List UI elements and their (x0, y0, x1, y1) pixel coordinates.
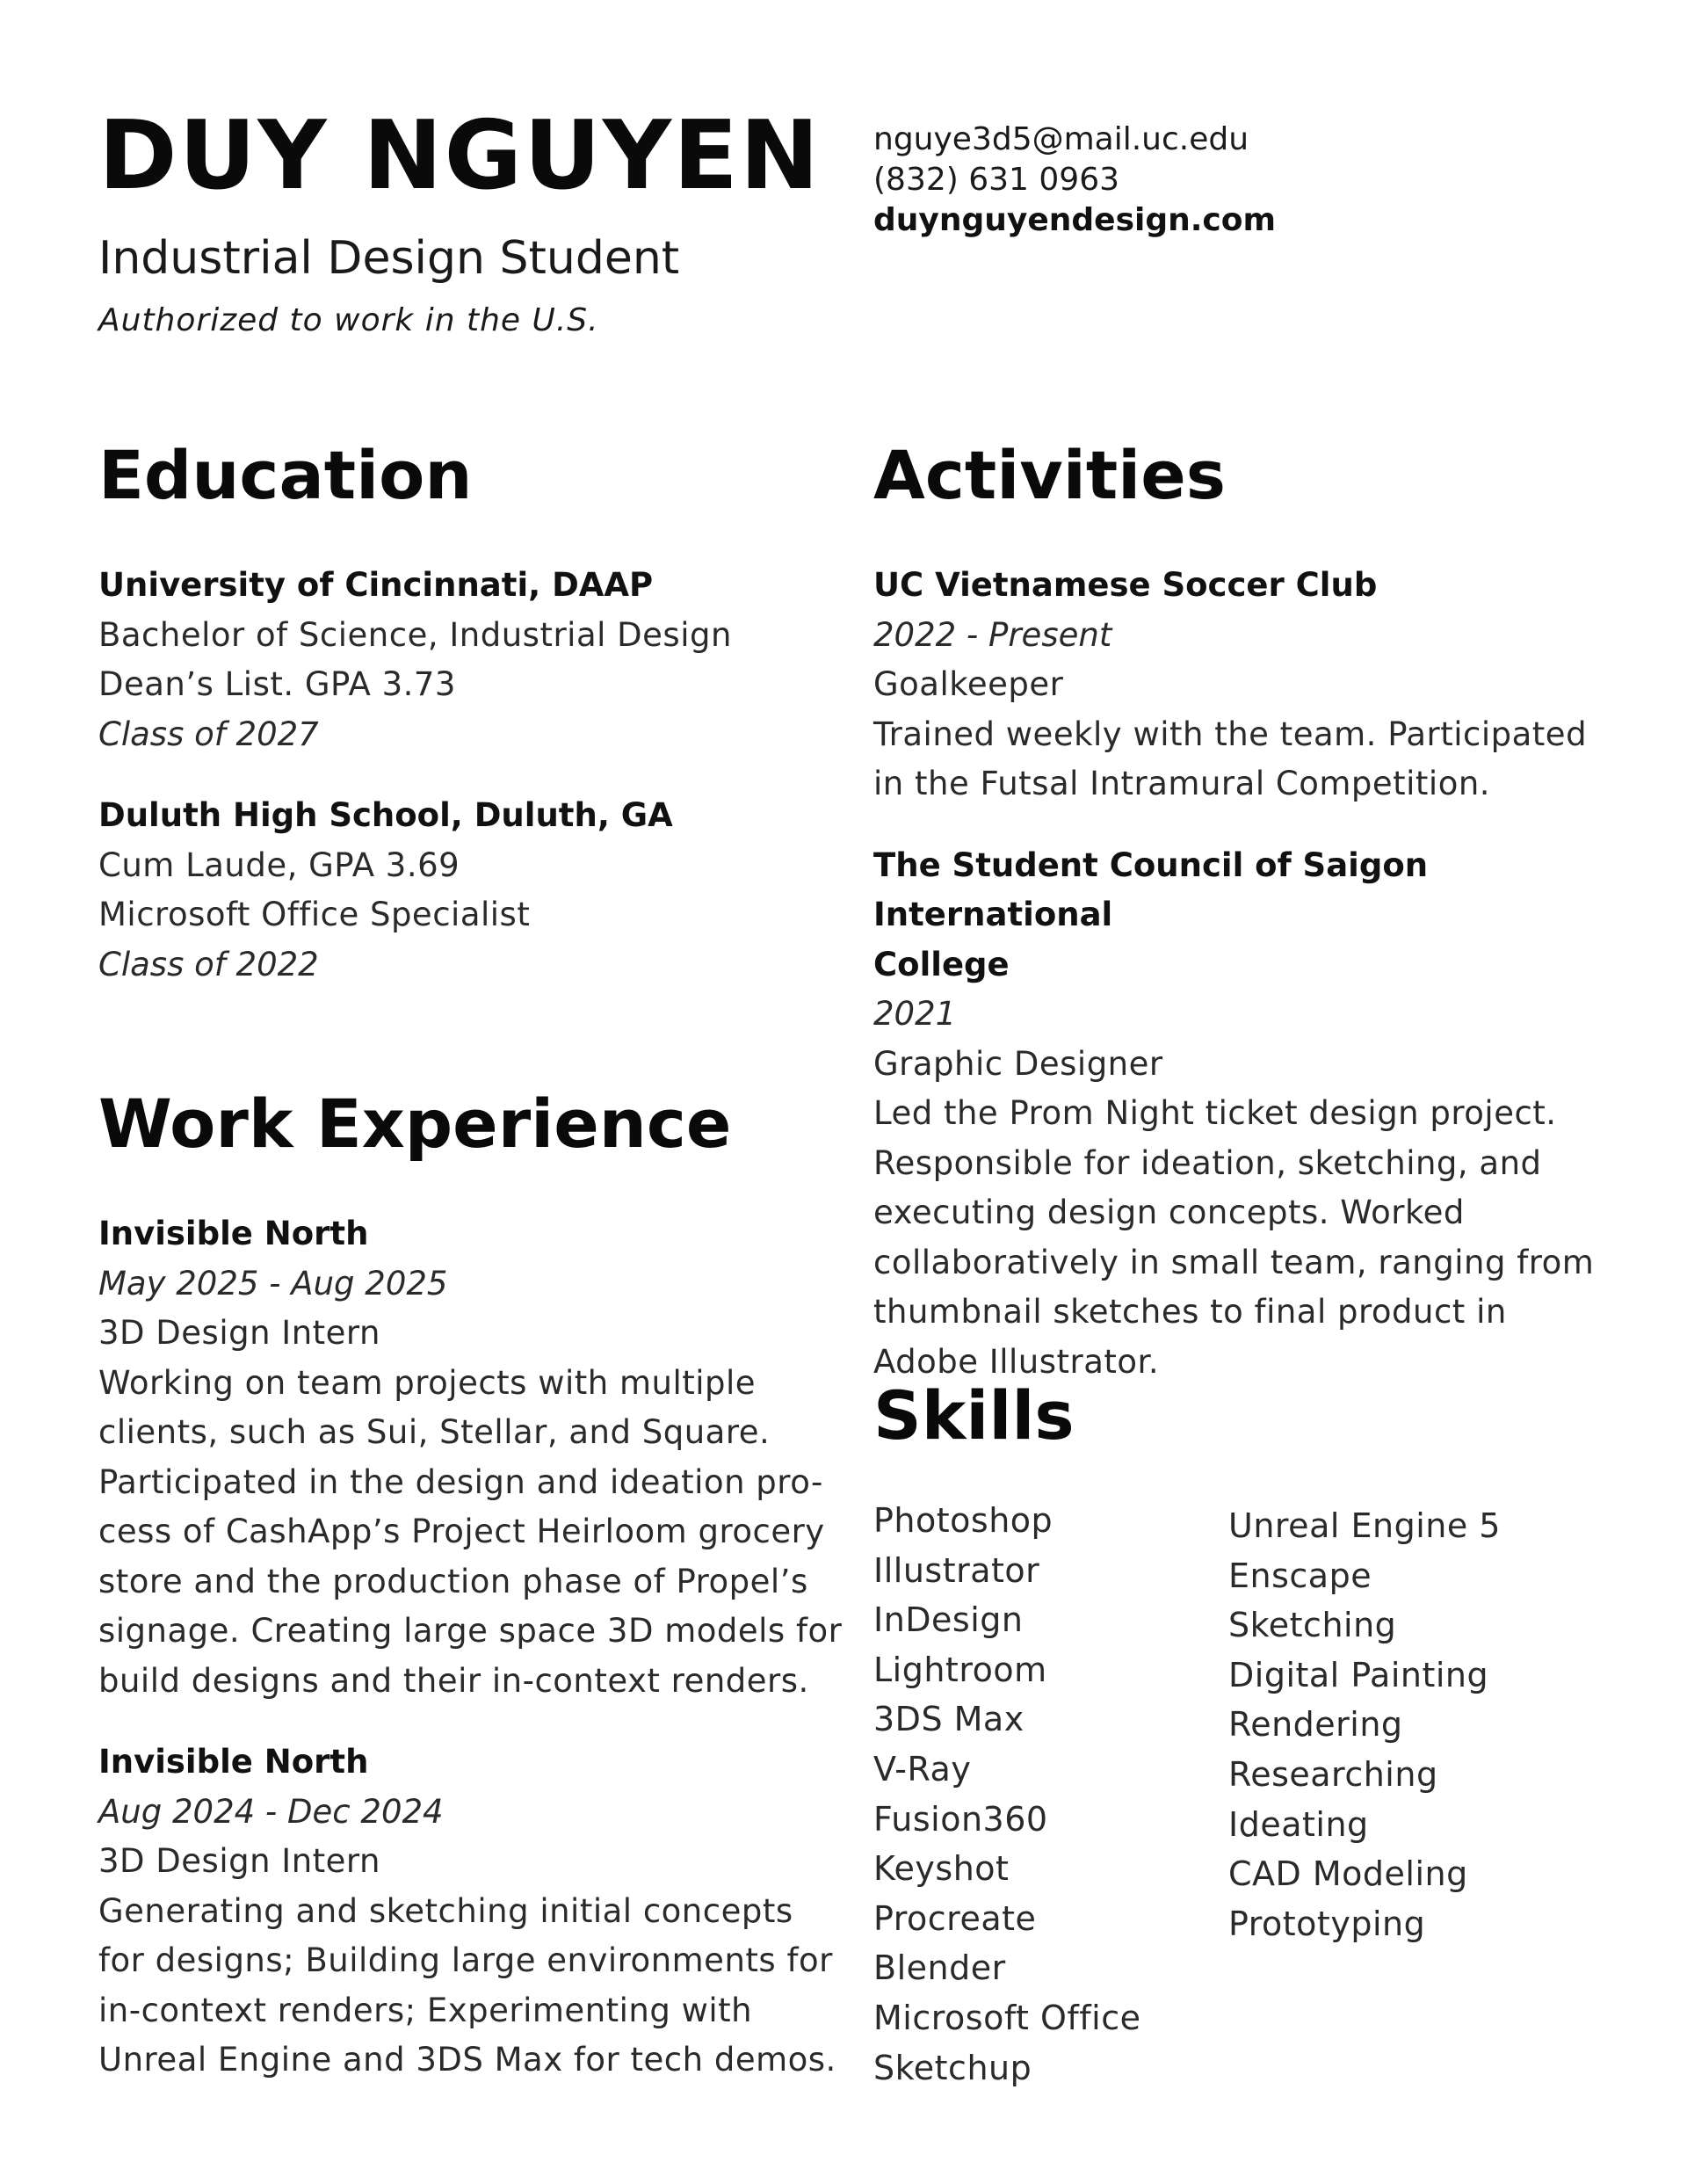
skills-heading: Skills (873, 1376, 1075, 1455)
skill-item: 3DS Max (873, 1700, 1025, 1739)
work-description-line: in-context renders; Experimenting with (98, 1991, 753, 2029)
skill-item: Illustrator (873, 1550, 1040, 1590)
skill-item: Unreal Engine 5 (1228, 1506, 1501, 1545)
skill-item: Sketching (1228, 1606, 1397, 1645)
work-description-line: store and the production phase of Propel’s (98, 1562, 808, 1600)
work-description-line: Working on team projects with multiple (98, 1363, 757, 1402)
work-description-line: clients, such as Sui, Stellar, and Square. (98, 1413, 771, 1451)
skill-item: Lightroom (873, 1650, 1047, 1689)
skill-item: Prototyping (1228, 1904, 1426, 1943)
education-line: Bachelor of Science, Industrial Design (98, 615, 732, 654)
activities-heading: Activities (873, 436, 1227, 514)
education-line: Microsoft Office Specialist (98, 896, 531, 933)
education-line: Cum Laude, GPA 3.69 (98, 845, 460, 884)
skill-item: V-Ray (873, 1749, 972, 1789)
activity-entry (873, 841, 1647, 1388)
work-description-line: Unreal Engine and 3DS Max for tech demos. (98, 2041, 836, 2079)
work-section (98, 1209, 854, 2117)
skill-item: Blender (873, 1948, 1006, 1988)
skill-item: Fusion360 (873, 1799, 1048, 1839)
skill-item: Procreate (873, 1898, 1037, 1938)
work-dates: May 2025 - Aug 2025 (98, 1264, 448, 1302)
activity-description-line: executing design concepts. Worked (873, 1194, 1465, 1231)
work-company: Invisible North (98, 1743, 369, 1781)
work-entry (98, 1738, 854, 2086)
activity-role: Goalkeeper (873, 665, 1064, 703)
work-description-line: build designs and their in-context renders. (98, 1661, 809, 1700)
contact-email[interactable]: nguye3d5@mail.uc.edu (873, 121, 1249, 157)
work-heading: Work Experience (98, 1085, 732, 1163)
education-school: University of Cincinnati, DAAP (98, 566, 654, 604)
skill-item: Enscape (1228, 1556, 1372, 1595)
activity-dates: 2022 - Present (873, 615, 1112, 654)
skill-item: Sketchup (873, 2048, 1032, 2087)
skill-item: Microsoft Office (873, 1998, 1141, 2037)
activity-org: The Student Council of Saigon International (873, 845, 1429, 933)
activity-description-line: collaboratively in small team, ranging from (873, 1243, 1595, 1281)
activity-dates: 2021 (873, 995, 957, 1033)
activity-entry (873, 561, 1647, 809)
work-role: 3D Design Intern (98, 1842, 380, 1880)
work-entry (98, 1209, 854, 1706)
work-description-line: signage. Creating large space 3D models for (98, 1612, 843, 1650)
skill-item: Digital Painting (1228, 1655, 1489, 1694)
activity-description-line: Led the Prom Night ticket design project. (873, 1094, 1557, 1132)
skill-item: Keyshot (873, 1849, 1010, 1889)
work-dates: Aug 2024 - Dec 2024 (98, 1792, 444, 1831)
activity-description-line: in the Futsal Intramural Competition. (873, 765, 1491, 802)
work-description-line: cess of CashApp’s Project Heirloom grocery (98, 1513, 825, 1550)
skill-item: Researching (1228, 1754, 1438, 1794)
contact-website[interactable]: duynguyendesign.com (873, 202, 1277, 238)
resume-title: Industrial Design Student (98, 232, 680, 285)
activity-org: College (873, 945, 1010, 983)
work-company: Invisible North (98, 1215, 369, 1252)
activity-role: Graphic Designer (873, 1044, 1163, 1083)
contact-block (873, 120, 1276, 241)
education-line: Dean’s List. GPA 3.73 (98, 665, 456, 703)
activity-description-line: Responsible for ideation, sketching, and (873, 1143, 1542, 1182)
education-school: Duluth High School, Duluth, GA (98, 796, 673, 834)
education-section (98, 561, 836, 1021)
activity-description-line: Trained weekly with the team. Participated (873, 715, 1588, 753)
skill-item: InDesign (873, 1600, 1024, 1640)
resume-name: DUY NGUYEN (98, 101, 822, 211)
work-description-line: Participated in the design and ideation pro- (98, 1462, 823, 1501)
education-entry (98, 791, 836, 990)
education-class: Class of 2022 (98, 945, 319, 983)
skills-column-1 (873, 1496, 1141, 2093)
education-class: Class of 2027 (98, 715, 319, 753)
activity-description-line: thumbnail sketches to final product in (873, 1293, 1507, 1331)
work-description-line: Generating and sketching initial concepts (98, 1891, 793, 1930)
activity-org: UC Vietnamese Soccer Club (873, 566, 1378, 604)
skill-item: Rendering (1228, 1705, 1403, 1745)
education-entry (98, 561, 836, 759)
skills-column-2 (1228, 1501, 1501, 1948)
skill-item: Photoshop (873, 1501, 1053, 1540)
education-heading: Education (98, 436, 473, 514)
skill-item: Ideating (1228, 1804, 1369, 1844)
activities-section (873, 561, 1647, 1419)
contact-phone[interactable]: (832) 631 0963 (873, 162, 1120, 198)
work-description-line: for designs; Building large environments for (98, 1941, 833, 1979)
work-role: 3D Design Intern (98, 1314, 380, 1352)
work-authorization: Authorized to work in the U.S. (98, 302, 599, 338)
skill-item: CAD Modeling (1228, 1854, 1468, 1894)
activity-description-line: Adobe Illustrator. (873, 1342, 1160, 1381)
